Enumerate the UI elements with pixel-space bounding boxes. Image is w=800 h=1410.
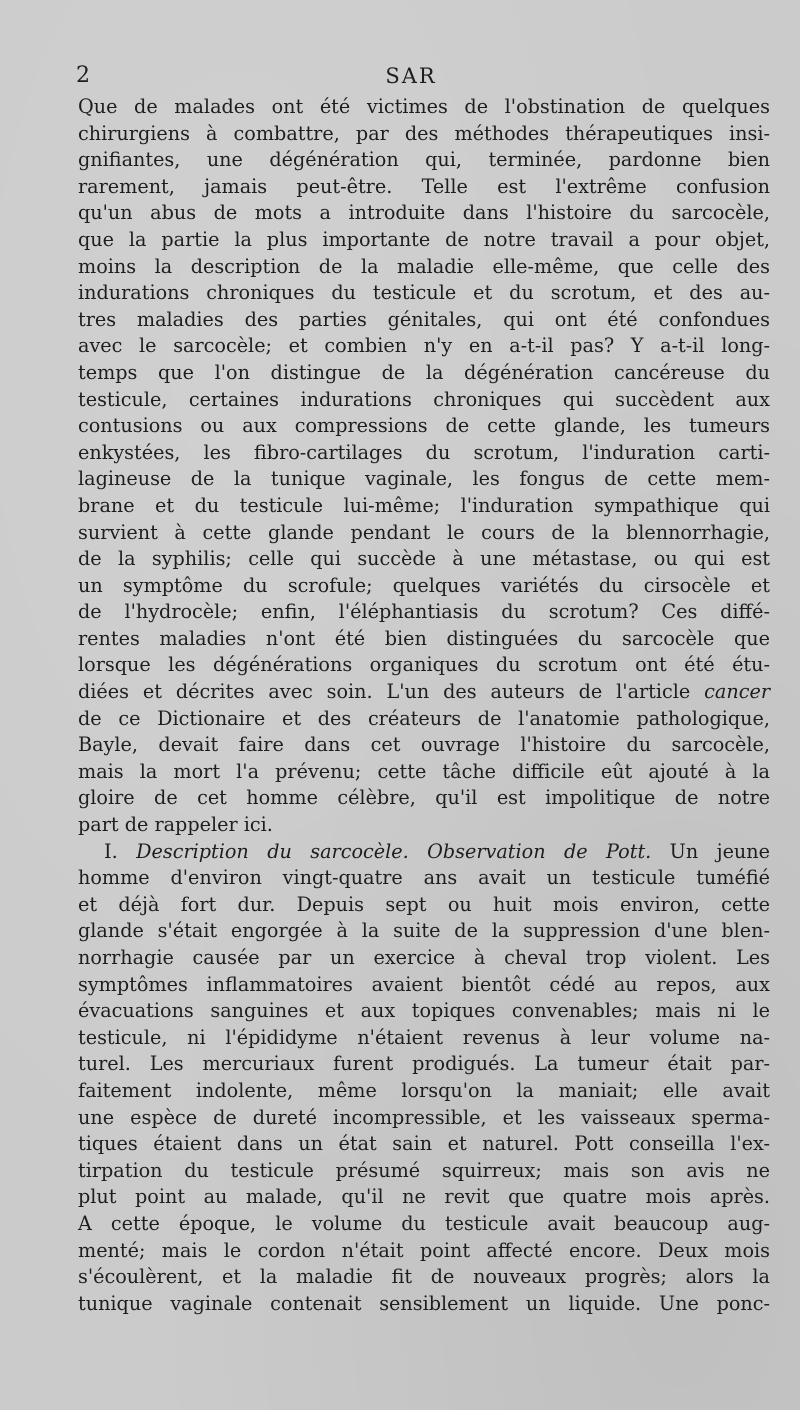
text-line: un symptôme du scrofule; quelques variétés du cirsocèle et — [78, 573, 770, 597]
text-line: et déjà fort dur. Depuis sept ou huit mois environ, cette — [78, 892, 770, 916]
text-line: plut point au malade, qu'il ne revit que quatre mois après. — [78, 1185, 770, 1209]
text-line: temps que l'on distingue de la dégénération cancéreuse du — [78, 360, 770, 384]
text-line: mais la mort l'a prévenu; cette tâche difficile eût ajouté à la — [78, 759, 770, 783]
text-line: tunique vaginale contenait sensiblement un liquide. Une ponc- — [78, 1291, 770, 1315]
section-title: Description du sarcocèle. Observation de Pott. — [136, 839, 652, 863]
text-line: avec le sarcocèle; et combien n'y en a-t-il pas? Y a-t-il long- — [78, 334, 770, 358]
text-line: que la partie la plus importante de notre travail a pour objet, — [78, 227, 770, 251]
text-line: évacuations sanguines et aux topiques convenables; mais ni le — [78, 999, 770, 1023]
line-text: Un jeune — [651, 839, 770, 863]
text-line: rentes maladies n'ont été bien distinguées du sarcocèle que — [78, 626, 770, 650]
text-line: de ce Dictionaire et des créateurs de l'anatomie pathologique, — [78, 706, 770, 730]
text-line: s'écoulèrent, et la maladie fit de nouveaux progrès; alors la — [78, 1265, 770, 1289]
text-line: gloire de cet homme célèbre, qu'il est impolitique de notre — [78, 786, 770, 810]
text-line: testicule, certaines indurations chroniques qui succèdent aux — [78, 387, 770, 411]
text-line: survient à cette glande pendant le cours de la blennorrhagie, — [78, 520, 770, 544]
text-line: tres maladies des parties génitales, qui ont été confondues — [78, 307, 770, 331]
text-line: tirpation du testicule présumé squirreux; mais son avis ne — [78, 1158, 770, 1182]
paragraph-end-line: part de rappeler ici. — [78, 813, 273, 837]
text-line: norrhagie causée par un exercice à cheval trop violent. Les — [78, 946, 770, 969]
line-text: diées et décrites avec soin. L'un des auteurs de l'article — [78, 680, 705, 704]
text-line: gnifiantes, une dégénération qui, terminée, pardonne bien — [78, 148, 770, 172]
text-line: rarement, jamais peut-être. Telle est l'extrême confusion — [78, 174, 770, 198]
text-line-cancer — [78, 679, 770, 706]
text-line: indurations chroniques du testicule et du scrotum, et des au- — [78, 281, 770, 305]
text-line: homme d'environ vingt-quatre ans avait un testicule tuméfié — [78, 866, 770, 890]
page-number: 2 — [76, 63, 90, 88]
text-line: enkystées, les fibro-cartilages du scrotum, l'induration carti- — [78, 440, 770, 464]
section-numeral: I. — [104, 839, 137, 863]
text-line: Que de malades ont été victimes de l'obstination de quelques — [78, 95, 770, 118]
text-line: qu'un abus de mots a introduite dans l'histoire du sarcocèle, — [78, 201, 770, 225]
text-line: menté; mais le cordon n'était point affecté encore. Deux mois — [78, 1238, 770, 1262]
text-line: A cette époque, le volume du testicule avait beaucoup aug- — [78, 1211, 770, 1235]
text-line: chirurgiens à combattre, par des méthodes thérapeutiques insi- — [78, 121, 770, 145]
text-line: une espèce de dureté incompressible, et les vaisseaux sperma- — [78, 1105, 770, 1129]
text-line: symptômes inflammatoires avaient bientôt cédé au repos, aux — [78, 972, 770, 996]
text-line: Bayle, devait faire dans cet ouvrage l'histoire du sarcocèle, — [78, 733, 770, 757]
text-line: brane et du testicule lui-même; l'induration sympathique qui — [78, 493, 770, 517]
text-line: lagineuse de la tunique vaginale, les fongus de cette mem- — [78, 467, 770, 491]
italic-term-cancer: cancer — [704, 680, 770, 704]
text-line: contusions ou aux compressions de cette glande, les tumeurs — [78, 414, 770, 438]
text-line: turel. Les mercuriaux furent prodigués. La tumeur était par- — [78, 1052, 770, 1076]
text-line: moins la description de la maladie elle-même, que celle des — [78, 254, 770, 278]
text-line: lorsque les dégénérations organiques du scrotum ont été étu- — [78, 653, 770, 677]
text-line: testicule, ni l'épididyme n'étaient revenus à leur volume na- — [78, 1025, 770, 1049]
text-line: de l'hydrocèle; enfin, l'éléphantiasis du scrotum? Ces diffé- — [78, 600, 770, 624]
text-line: tiques étaient dans un état sain et naturel. Pott conseilla l'ex- — [78, 1132, 770, 1156]
body-text — [78, 94, 770, 1317]
page-header — [76, 62, 746, 90]
text-line: glande s'était engorgée à la suite de la suppression d'une blen- — [78, 919, 770, 943]
running-head: SAR — [385, 64, 437, 88]
section-heading-line — [78, 839, 770, 866]
text-line: de la syphilis; celle qui succède à une métastase, ou qui est — [78, 547, 770, 571]
text-line: faitement indolente, même lorsqu'on la maniait; elle avait — [78, 1078, 770, 1102]
